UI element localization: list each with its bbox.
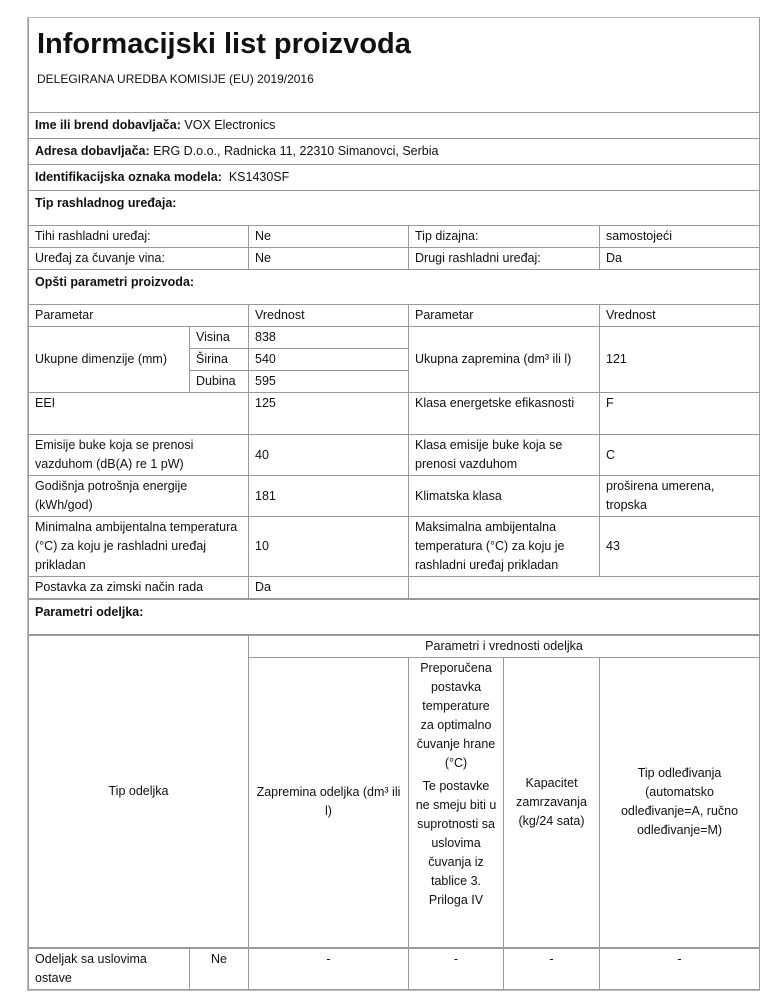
section-general-params: Opšti parametri proizvoda: <box>29 270 760 305</box>
freezing-capacity-header: Kapacitet zamrzavanja (kg/24 sata) <box>504 658 600 948</box>
supplier-address-row: Adresa dobavljača: ERG D.o.o., Radnicka 11, 22310 Simanovci, Serbia <box>29 139 760 165</box>
section-device-type: Tip rashladnog uređaja: <box>29 191 760 226</box>
table-row: Uređaj za čuvanje vina: Ne Drugi rashladni uređaj: Da <box>29 248 760 270</box>
section-compartment-params: Parametri odeljka: <box>29 599 760 635</box>
table-row: Minimalna ambijentalna temperatura (°C) za koju je rashladni uređaj prikladan 10 Maksimalna ambijentalna temperatura (°C) za koju je rashladni uređaj prikladan 43 <box>29 517 760 577</box>
page-title: Informacijski list proizvoda <box>37 28 411 60</box>
height-value: 838 <box>249 327 409 349</box>
table-header-row: Parametar Vrednost Parametar Vrednost <box>29 305 760 327</box>
width-value: 540 <box>249 349 409 371</box>
document-header <box>29 18 760 113</box>
total-volume-value: 121 <box>600 327 760 393</box>
regulation-subtitle: DELEGIRANA UREDBA KOMISIJE (EU) 2019/2016 <box>37 72 314 86</box>
total-volume-label: Ukupna zapremina (dm³ ili l) <box>409 327 600 393</box>
table-row: Emisije buke koja se prenosi vazduhom (dB(A) re 1 pW) 40 Klasa emisije buke koja se prenosi vazduhom C <box>29 435 760 476</box>
compartment-params-header: Parametri i vrednosti odeljka <box>249 635 760 658</box>
supplier-address-value: ERG D.o.o., Radnicka 11, 22310 Simanovci, Serbia <box>153 144 439 158</box>
dimensions-label: Ukupne dimenzije (mm) <box>29 327 190 393</box>
model-id-row: Identifikacijska oznaka modela: KS1430SF <box>29 165 760 191</box>
table-row: Tihi rashladni uređaj: Ne Tip dizajna: samostojeći <box>29 226 760 248</box>
temperature-header: Preporučena postavka temperature za optimalno čuvanje hrane (°C) Te postavke ne smeju biti u suprotnosti sa uslovima čuvanja iz tablice 3. Priloga IV <box>409 658 504 948</box>
compartment-type-header: Tip odeljka <box>29 635 249 948</box>
table-row: EEI 125 Klasa energetske efikasnosti F <box>29 393 760 435</box>
table-row: Postavka za zimski način rada Da <box>29 577 760 600</box>
product-information-sheet <box>27 17 760 991</box>
defrost-type-header: Tip odleđivanja (automatsko odleđivanje=A, ručno odleđivanje=M) <box>600 658 760 948</box>
table-row: Odeljak sa uslovima ostave Ne - - - - <box>29 948 760 990</box>
supplier-brand-value: VOX Electronics <box>184 118 276 132</box>
supplier-brand-row: Ime ili brend dobavljača: VOX Electronics <box>29 113 760 139</box>
model-id-value: KS1430SF <box>228 170 290 184</box>
volume-header: Zapremina odeljka (dm³ ili l) <box>249 658 409 948</box>
depth-value: 595 <box>249 371 409 393</box>
table-row: Godišnja potrošnja energije (kWh/god) 181 Klimatska klasa proširena umerena, tropska <box>29 476 760 517</box>
info-table: Informacijski list proizvoda DELEGIRANA UREDBA KOMISIJE (EU) 2019/2016 Ime ili brend dobavljača: VOX Electronics Adresa dobavljača: ERG D.o.o., Radnicka 11, 22310 Simanovci, Serbia Identifikacijska oznaka modela: KS1430SF Tip rashladnog uređaja: Tihi rashladni uređaj: Ne Tip dizajna: samostojeći Uređaj za čuvanje vina: Ne Drugi rashladni uređaj: Da Opšti parametri proizvoda: Parametar Vrednost Parametar Vrednost Ukupne dimenzije (mm) Visina 838 Ukupna zapremina (dm³ ili l) 121 Širina 540 Dubina 595 EEI 125 Klasa energetske efikasnosti F Emisije buke koja se prenosi vazduhom (dB(A) re 1 pW) 40 Klasa emisije buke koja se prenosi vazduhom C Godišnja potrošnja energije (kWh/god) 181 Klimatska klasa proširena umerena, tropska Minimalna ambijentalna temperatura (°C) za koju je rashladni uređaj prikladan 10 Maksimalna ambijentalna temperatura (°C) za koju je rashladni uređaj prikladan 43 Postavka za zimski način rada Da Parametri odeljka: Tip odeljka Parametri i vrednosti odeljka Zapremina odeljka (dm³ ili l) Preporučena postavka temperature za optimalno čuvanje hrane (°C) Te postavke ne smeju biti u suprotnosti sa uslovima čuvanja iz tablice 3. Priloga IV Kapacitet zamrzavanja (kg/24 sata) Tip odleđivanja (automatsko odleđivanje=A, ručno odleđivanje=M) Odeljak sa uslovima ostave Ne - - - - <box>28 18 760 990</box>
